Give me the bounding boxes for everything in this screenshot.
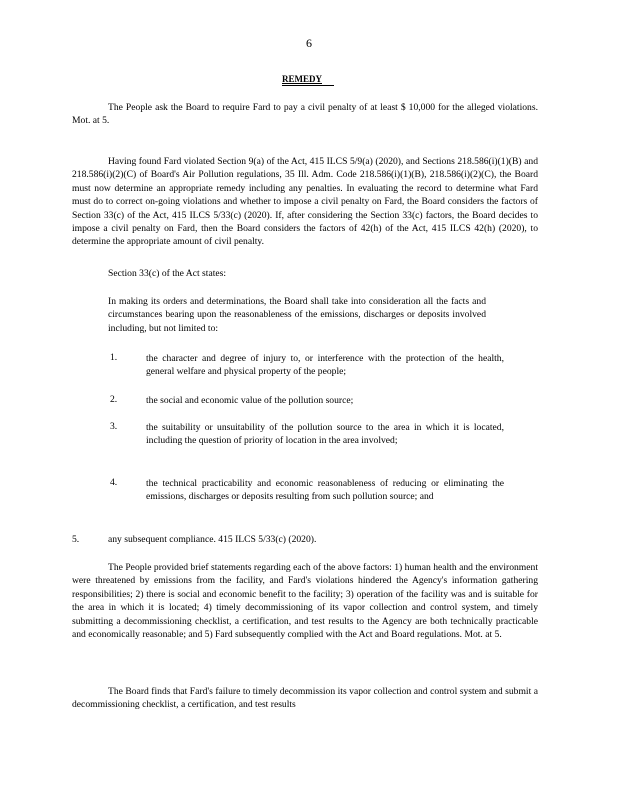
- list-item-text: the suitability or unsuitability of the pollution source to the area in which it is located, including the question of priority of location in the area involved;: [146, 422, 504, 447]
- list-item-number: 1.: [110, 352, 118, 363]
- paragraph-request: The People ask the Board to require Fard to pay a civil penalty of at least $ 10,000 for the alleged violations. Mot. at 5.: [72, 102, 538, 127]
- paragraph-findings: Having found Fard violated Section 9(a) of the Act, 415 ILCS 5/9(a) (2020), and Sections 218.586(i)(1)(B) and 218.586(i)(2)(C) of Board's Air Pollution regulations, 35 Ill. Adm. Code 218.586(i)(1)(B), 218.586(i)(2)(C), the Board must now determine an appropriate remedy including any penalties. In evaluating the record to determine what Fard must do to correct on-going violations and whether to impose a civil penalty on Fard, the Board considers the factors of Section 33(c) of the Act, 415 ILCS 5/33(c) (2020). If, after considering the Section 33(c) factors, the Board decides to impose a civil penalty on Fard, then the Board considers the factors of 42(h) of the Act, 415 ILCS 42(h) (2020), to determine the appropriate amount of civil penalty.: [72, 156, 538, 248]
- paragraph-section-33c-intro: Section 33(c) of the Act states:: [108, 268, 227, 279]
- heading-underline: [282, 85, 334, 86]
- paragraph-people-statements: The People provided brief statements regarding each of the above factors: 1) human health and the environment were threatened by emissions from the facility, and Fard's violations hindered the Agency's information gathering responsibilities; 2) there is social and economic benefit to the facility; 3) operation of the facility was and is suitable for the area in which it is located; 4) timely decommissioning of its vapor collection and control system, and timely submitting a decommissioning checklist, a certification, and test results to the Agency are both technically practicable and economically reasonable; and 5) Fard subsequently complied with the Act and Board regulations. Mot. at 5.: [72, 562, 538, 641]
- list-item-text: the character and degree of injury to, or interference with the protection of the health, general welfare and physical property of the people;: [146, 353, 504, 378]
- section-heading-remedy: REMEDY: [282, 74, 322, 84]
- list-item-text: the technical practicability and economic reasonableness of reducing or eliminating the emissions, discharges or deposits resulting from such pollution source; and: [146, 478, 504, 503]
- list-item-number: 2.: [110, 394, 118, 405]
- block-quote-33c: In making its orders and determinations, the Board shall take into consideration all the facts and circumstances bearing upon the reasonableness of the emissions, discharges or deposits involved including, but not limited to:: [108, 296, 486, 334]
- paragraph-board-finds: The Board finds that Fard's failure to timely decommission its vapor collection and control system and submit a decommissioning checklist, a certification, and test results: [72, 686, 538, 711]
- list-item-text: any subsequent compliance. 415 ILCS 5/33(c) (2020).: [108, 534, 317, 545]
- list-item-number: 5.: [72, 534, 80, 545]
- list-item-text: the social and economic value of the pollution source;: [146, 395, 354, 406]
- list-item-number: 3.: [110, 421, 118, 432]
- page-number: 6: [306, 36, 312, 50]
- list-item-number: 4.: [110, 477, 118, 488]
